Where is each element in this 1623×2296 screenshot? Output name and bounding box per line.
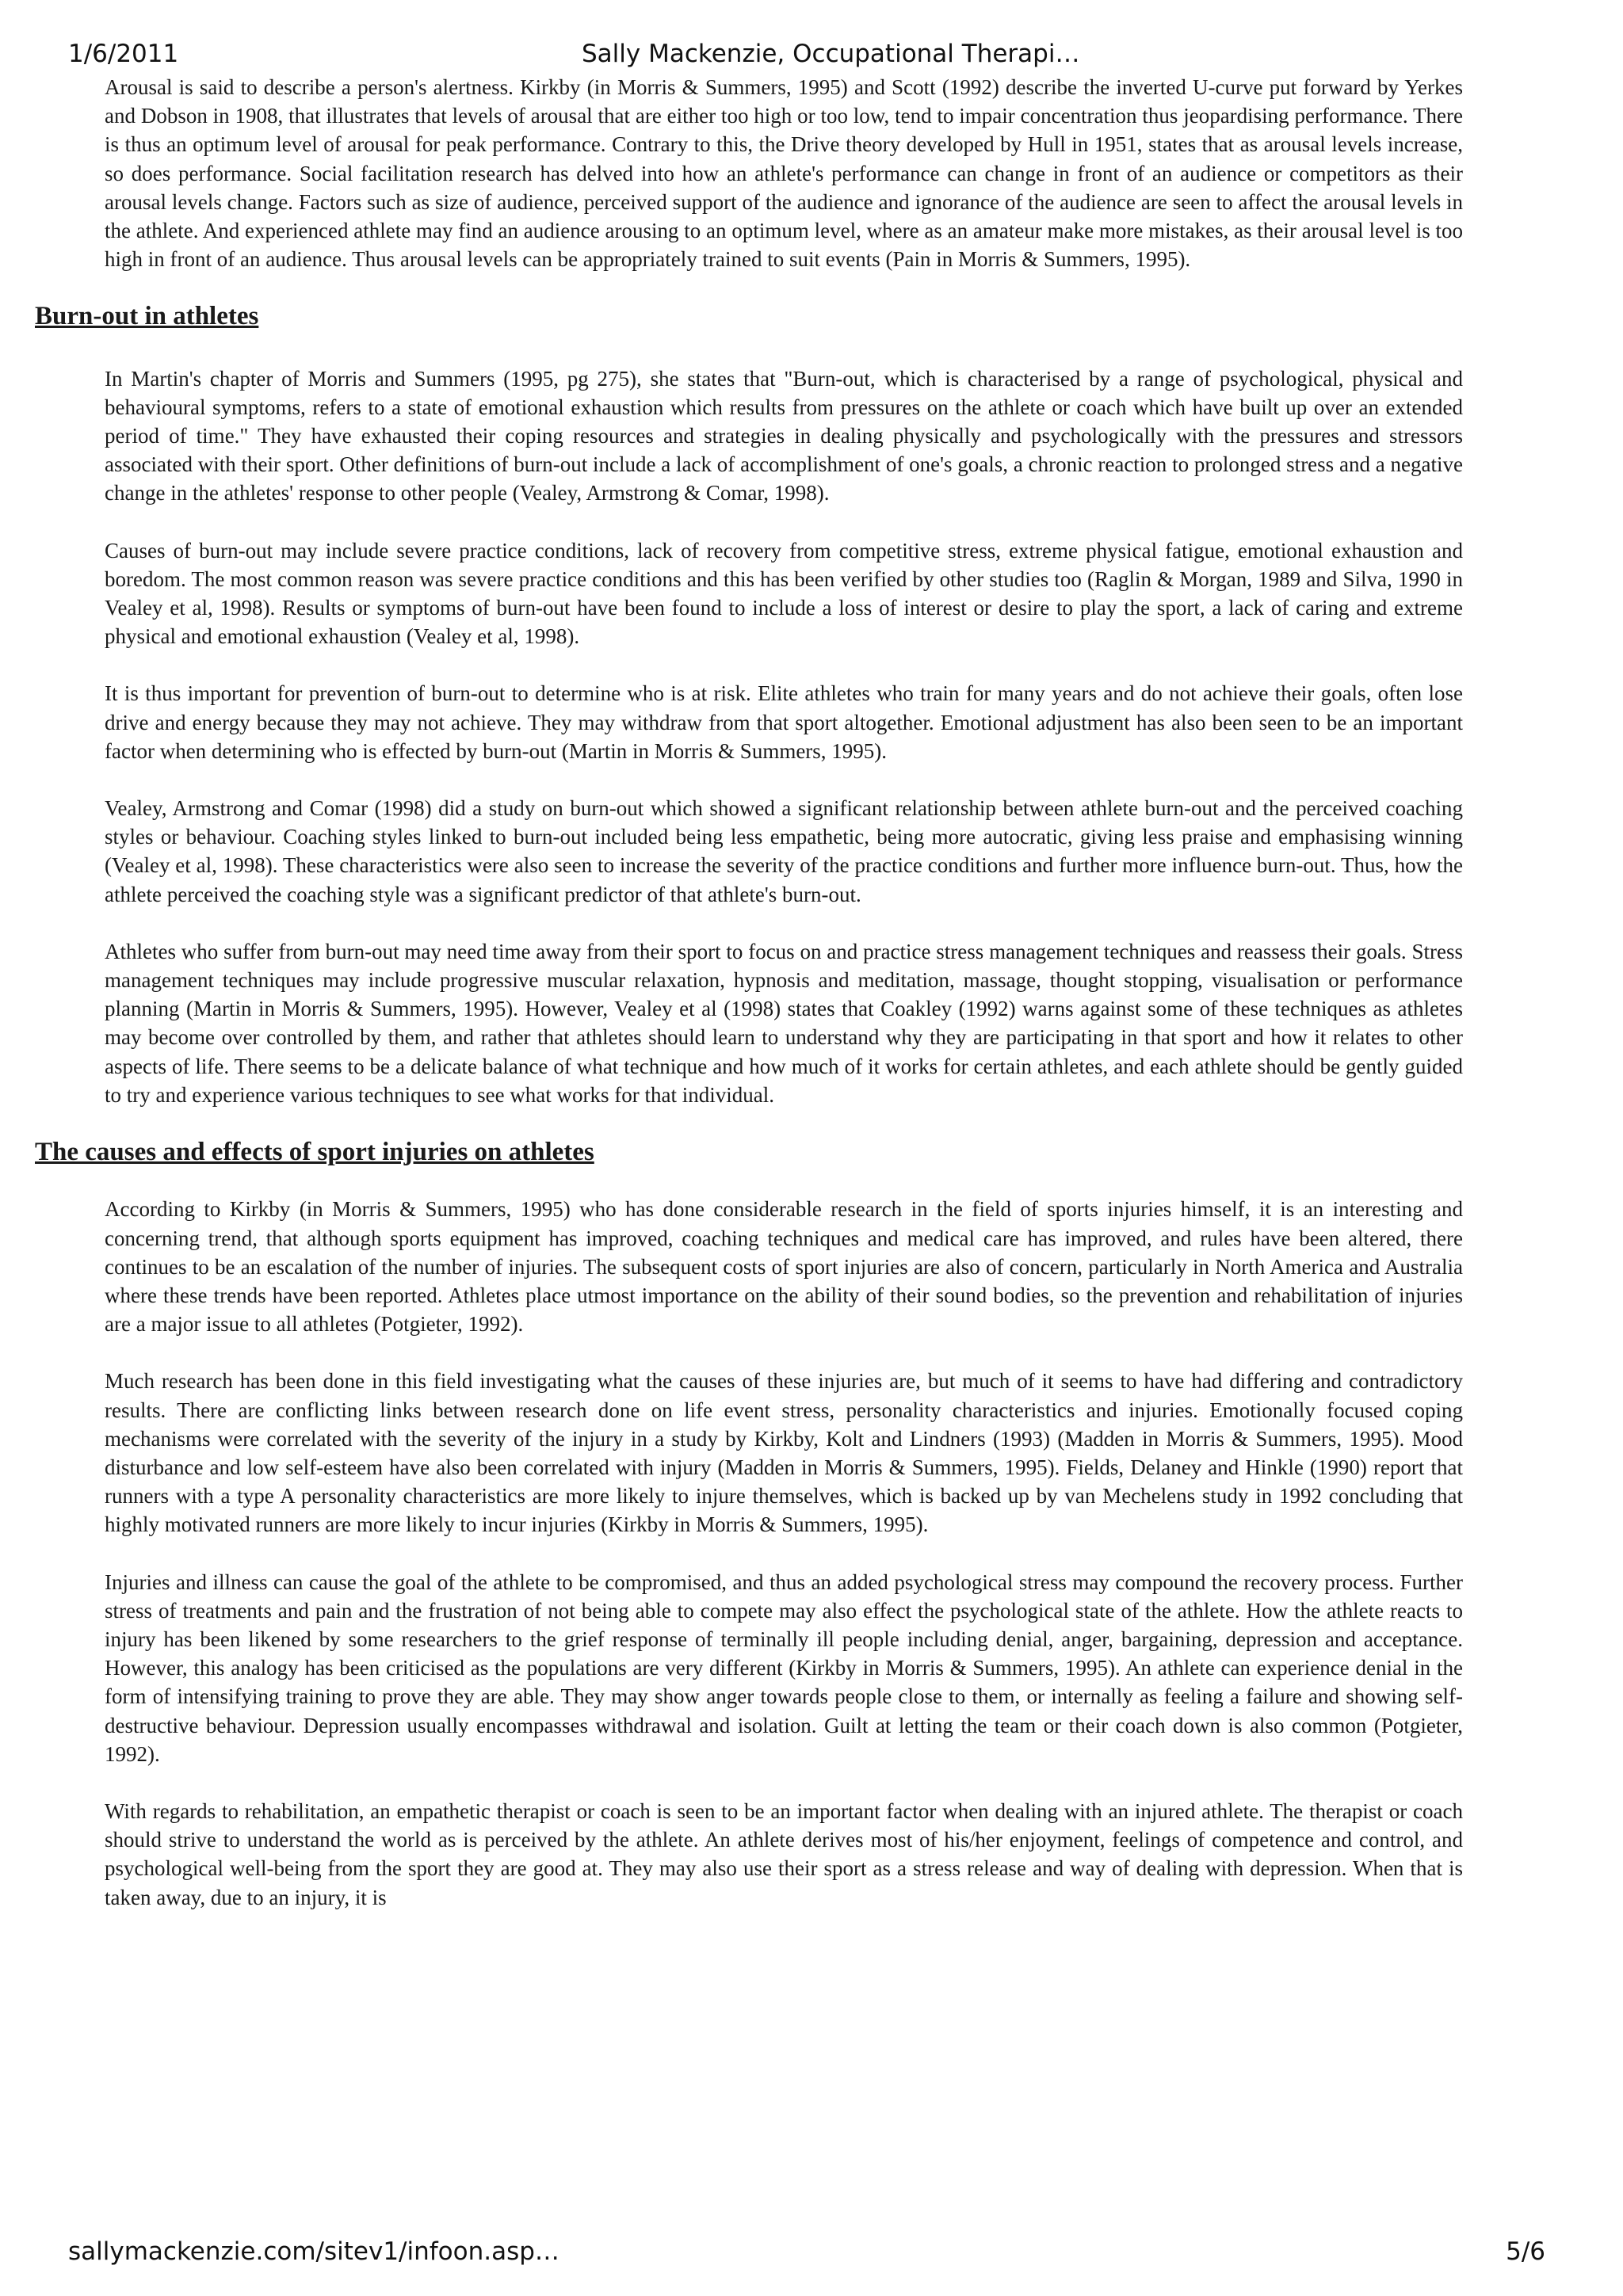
- paragraph-injuries-4: With regards to rehabilitation, an empathetic therapist or coach is seen to be an important factor when dealing with an injured athlete. The therapist or coach should strive to understand the world as is perceived by the athlete. An athlete derives most of his/her enjoyment, feelings of competence and control, and psychological well-being from the sport they are good at. They may also use their sport as a stress release and way of dealing with depression. When that is taken away, due to an injury, it is: [105, 1798, 1463, 1909]
- paragraph-burnout-5: Athletes who suffer from burn-out may need time away from their sport to focus on and practice stress management techniques and reassess their goals. Stress management techniques may include progressive muscular relaxation, hypnosis and meditation, massage, thought stopping, visualisation or performance planning (Martin in Morris & Summers, 1995). However, Vealey et al (1998) states that Coakley (1992) warns against some of these techniques as athletes may become over controlled by them, and rather that athletes should learn to understand why they are participating in that sport and how it relates to other aspects of life. There seems to be a delicate balance of what technique and how much of it works for certain athletes, and each athlete should be gently guided to try and experience various techniques to see what works for that individual.: [105, 939, 1463, 1107]
- paragraph-arousal: Arousal is said to describe a person's alertness. Kirkby (in Morris & Summers, 1995) and Scott (1992) describe the inverted U-curve put forward by Yerkes and Dobson in 1908, that illustrates that levels of arousal that are either too high or too low, tend to impair concentration thus jeopardising performance. There is thus an optimum level of arousal for peak performance. Contrary to this, the Drive theory developed by Hull in 1951, states that as arousal levels increase, so does performance. Social facilitation research has delved into how an athlete's performance can change in front of an audience or competitors as their arousal levels change. Factors such as size of audience, perceived support of the audience and ignorance of the audience are seen to affect the arousal levels in the athlete. And experienced athlete may find an audience arousing to an optimum level, where as an amateur make more mistakes, as their arousal level is too high in front of an audience. Thus arousal levels can be appropriately trained to suit events (Pain in Morris & Summers, 1995).: [105, 75, 1463, 272]
- print-date: 1/6/2011: [68, 40, 179, 68]
- paragraph-burnout-4: Vealey, Armstrong and Comar (1998) did a study on burn-out which showed a significant relationship between athlete burn-out and the perceived coaching styles or behaviour. Coaching styles linked to burn-out included being less empathetic, being more autocratic, giving less praise and emphasising winning (Vealey et al, 1998). These characteristics were also seen to increase the severity of the practice conditions and further more influence burn-out. Thus, how the athlete perceived the coaching style was a significant predictor of that athlete's burn-out.: [105, 796, 1463, 906]
- heading-burnout: Burn-out in athletes: [35, 302, 259, 331]
- paragraph-injuries-3: Injuries and illness can cause the goal of the athlete to be compromised, and thus an added psychological stress may compound the recovery process. Further stress of treatments and pain and the frustration of not being able to compete may also effect the psychological state of the athlete. How the athlete reacts to injury has been likened by some researchers to the grief response of terminally ill people including denial, anger, bargaining, depression and acceptance. However, this analogy has been criticised as the populations are very different (Kirkby in Morris & Summers, 1995). An athlete can experience denial in the form of intensifying training to prove they are able. They may show anger towards people close to them, or internally as feeling a failure and showing self-destructive behaviour. Depression usually encompasses withdrawal and isolation. Guilt at letting the team or their coach down is also common (Potgieter, 1992).: [105, 1569, 1463, 1766]
- paragraph-burnout-1: In Martin's chapter of Morris and Summers (1995, pg 275), she states that "Burn-out, which is characterised by a range of psychological, physical and behavioural symptoms, refers to a state of emotional exhaustion which results from pressures on the athlete or coach which have built up over an extended period of time." They have exhausted their coping resources and strategies in dealing physically and psychologically with the pressures and stressors associated with their sport. Other definitions of burn-out include a lack of accomplishment of one's goals, a chronic reaction to prolonged stress and a negative change in the athletes' response to other people (Vealey, Armstrong & Comar, 1998).: [105, 366, 1463, 505]
- print-page-title: Sally Mackenzie, Occupational Therapi…: [582, 40, 1080, 68]
- heading-injuries: The causes and effects of sport injuries on athletes: [35, 1138, 594, 1167]
- paragraph-burnout-2: Causes of burn-out may include severe practice conditions, lack of recovery from competitive stress, extreme physical fatigue, emotional exhaustion and boredom. The most common reason was severe practice conditions and this has been verified by other studies too (Raglin & Morgan, 1989 and Silva, 1990 in Vealey et al, 1998). Results or symptoms of burn-out have been found to include a loss of interest or desire to play the sport, a lack of caring and extreme physical and emotional exhaustion (Vealey et al, 1998).: [105, 538, 1463, 649]
- paragraph-injuries-2: Much research has been done in this field investigating what the causes of these injuries are, but much of it seems to have had differing and contradictory results. There are conflicting links between research done on life event stress, personality characteristics and injuries. Emotionally focused coping mechanisms were correlated with the severity of the injury in a study by Kirkby, Kolt and Lindners (1993) (Madden in Morris & Summers, 1995). Mood disturbance and low self-esteem have also been correlated with injury (Madden in Morris & Summers, 1995). Fields, Delaney and Hinkle (1990) report that runners with a type A personality characteristics are more likely to injure themselves, which is backed up by van Mechelens study in 1992 concluding that highly motivated runners are more likely to incur injuries (Kirkby in Morris & Summers, 1995).: [105, 1369, 1463, 1537]
- print-url: sallymackenzie.com/sitev1/infoon.asp…: [68, 2237, 559, 2266]
- print-header: [68, 40, 1545, 74]
- print-footer: [68, 2237, 1545, 2272]
- article-content: [35, 73, 1463, 1940]
- page-number: 5/6: [1506, 2237, 1545, 2266]
- paragraph-injuries-1: According to Kirkby (in Morris & Summers, 1995) who has done considerable research in the field of sports injuries himself, it is an interesting and concerning trend, that although sports equipment has improved, coaching techniques and medical care has improved, and rules have been altered, there continues to be an escalation of the number of injuries. The subsequent costs of sport injuries are also of concern, particularly in North America and Australia where these trends have been reported. Athletes place utmost importance on the ability of their sound bodies, so the prevention and rehabilitation of injuries are a major issue to all athletes (Potgieter, 1992).: [105, 1197, 1463, 1337]
- paragraph-burnout-3: It is thus important for prevention of burn-out to determine who is at risk. Elite athletes who train for many years and do not achieve their goals, often lose drive and energy because they may not achieve. They may withdraw from that sport altogether. Emotional adjustment has also been seen to be an important factor when determining who is effected by burn-out (Martin in Morris & Summers, 1995).: [105, 681, 1463, 763]
